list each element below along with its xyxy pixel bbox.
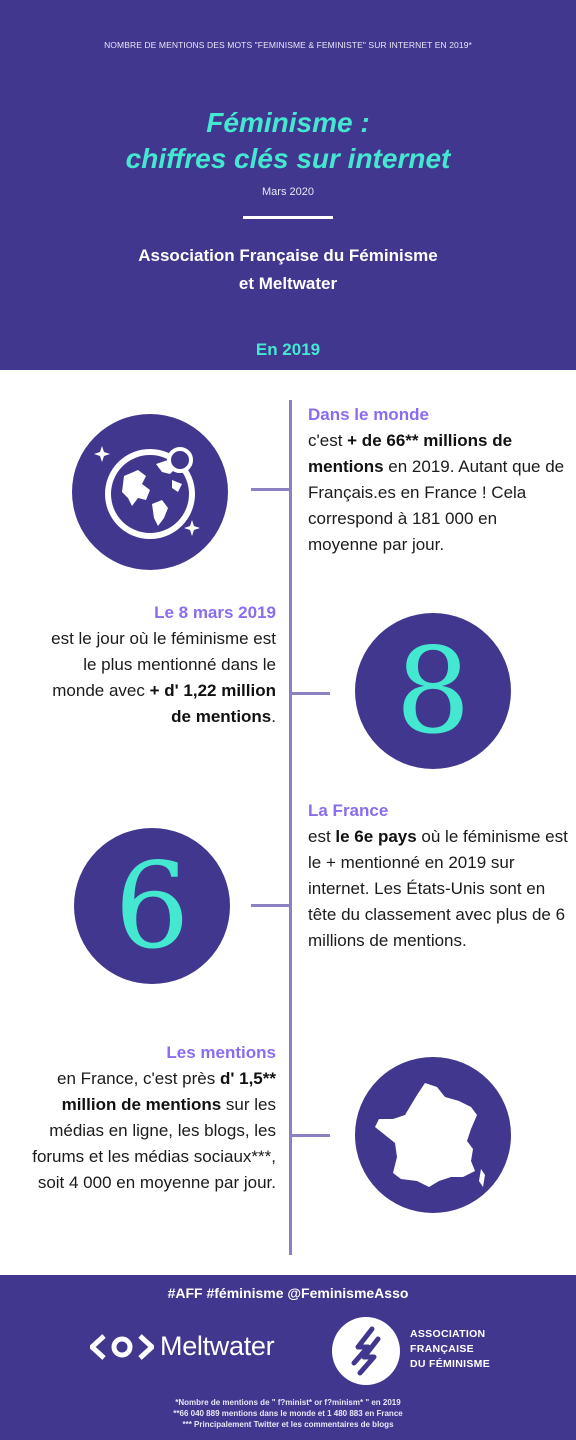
march-section bbox=[40, 600, 276, 730]
publication-date: Mars 2020 bbox=[262, 186, 314, 198]
footnote-3: *** Principalement Twitter et les commentaires de blogs bbox=[182, 1420, 394, 1429]
connector-world bbox=[251, 488, 289, 491]
world-heading: Dans le monde bbox=[308, 405, 429, 424]
france-map-icon bbox=[355, 1057, 511, 1213]
world-text-1: c'est bbox=[308, 431, 348, 450]
aff-name bbox=[410, 1327, 490, 1372]
march-highlight: + d' 1,22 million de mentions bbox=[149, 681, 276, 726]
header-divider bbox=[243, 216, 333, 219]
globe-circle bbox=[72, 414, 228, 570]
meltwater-logo bbox=[90, 1331, 274, 1362]
world-section bbox=[308, 402, 568, 558]
header-banner bbox=[0, 0, 576, 370]
globe-icon bbox=[72, 414, 228, 570]
number-8-circle bbox=[355, 613, 511, 769]
france-highlight: le 6e pays bbox=[335, 827, 417, 846]
connector-mentions bbox=[292, 1134, 330, 1137]
world-highlight: + de 66** millions de mentions bbox=[308, 431, 513, 476]
aff-logo bbox=[332, 1317, 400, 1385]
march-heading: Le 8 mars 2019 bbox=[154, 603, 276, 622]
march-text bbox=[40, 626, 276, 730]
france-heading: La France bbox=[308, 801, 389, 820]
mentions-text-2: sur les médias en ligne, les blogs, les forums et les médias sociaux***, soit 4 000 en moyenne par jour. bbox=[32, 1095, 276, 1192]
connector-france bbox=[251, 904, 289, 907]
footer bbox=[0, 1275, 576, 1440]
number-6: 6 bbox=[114, 837, 190, 975]
org-line-1: Association Française du Féminisme bbox=[138, 246, 438, 265]
mentions-heading: Les mentions bbox=[166, 1043, 276, 1062]
march-text-2: . bbox=[271, 707, 276, 726]
aff-line-1: ASSOCIATION bbox=[410, 1328, 486, 1340]
meltwater-mark-icon bbox=[90, 1332, 154, 1362]
march-text-1: est le jour où le féminisme est le plus mentionné dans le monde avec bbox=[51, 629, 276, 700]
aff-mark-icon bbox=[332, 1317, 400, 1385]
page-title bbox=[0, 105, 576, 177]
meltwater-name: Meltwater bbox=[160, 1331, 275, 1361]
footnotes bbox=[0, 1397, 576, 1430]
number-6-circle bbox=[74, 828, 230, 984]
mentions-highlight: d' 1,5** million de mentions bbox=[61, 1069, 276, 1114]
title-line-1: Féminisme : bbox=[206, 107, 370, 138]
title-line-2: chiffres clés sur internet bbox=[125, 143, 451, 174]
world-text bbox=[308, 428, 568, 558]
mentions-text bbox=[26, 1066, 276, 1196]
connector-march bbox=[292, 692, 330, 695]
footnote-2: **66 040 889 mentions dans le monde et 1 480 883 en France bbox=[173, 1409, 403, 1418]
org-line-2: et Meltwater bbox=[238, 274, 338, 293]
france-section bbox=[308, 798, 568, 954]
france-text bbox=[308, 824, 568, 954]
world-text-2: en 2019. Autant que de Français.es en France ! Cela correspond à 181 000 en moyenne par jour. bbox=[308, 457, 565, 554]
france-text-2: où le féminisme est le + mentionné en 2019 sur internet. Les États-Unis sont en tête du classement avec plus de 6 millions de mentions. bbox=[308, 827, 568, 950]
timeline-line bbox=[289, 400, 292, 1255]
aff-line-2: FRANÇAISE bbox=[410, 1343, 474, 1355]
aff-line-3: DU FÉMINISME bbox=[410, 1358, 491, 1370]
mentions-text-1: en France, c'est près bbox=[57, 1069, 220, 1088]
france-circle bbox=[355, 1057, 511, 1213]
number-8: 8 bbox=[395, 622, 471, 760]
footnote-1: *Nombre de mentions de " f?minist* or f?minism* " en 2019 bbox=[175, 1398, 401, 1407]
mentions-section bbox=[26, 1040, 276, 1196]
supertitle: NOMBRE DE MENTIONS DES MOTS "FEMINISME & FEMINISTE" SUR INTERNET EN 2019* bbox=[104, 40, 472, 50]
hashtags: #AFF #féminisme @FeminismeAsso bbox=[167, 1285, 409, 1301]
france-text-1: est bbox=[308, 827, 336, 846]
year-label: En 2019 bbox=[255, 340, 321, 359]
organization-name bbox=[0, 242, 576, 298]
